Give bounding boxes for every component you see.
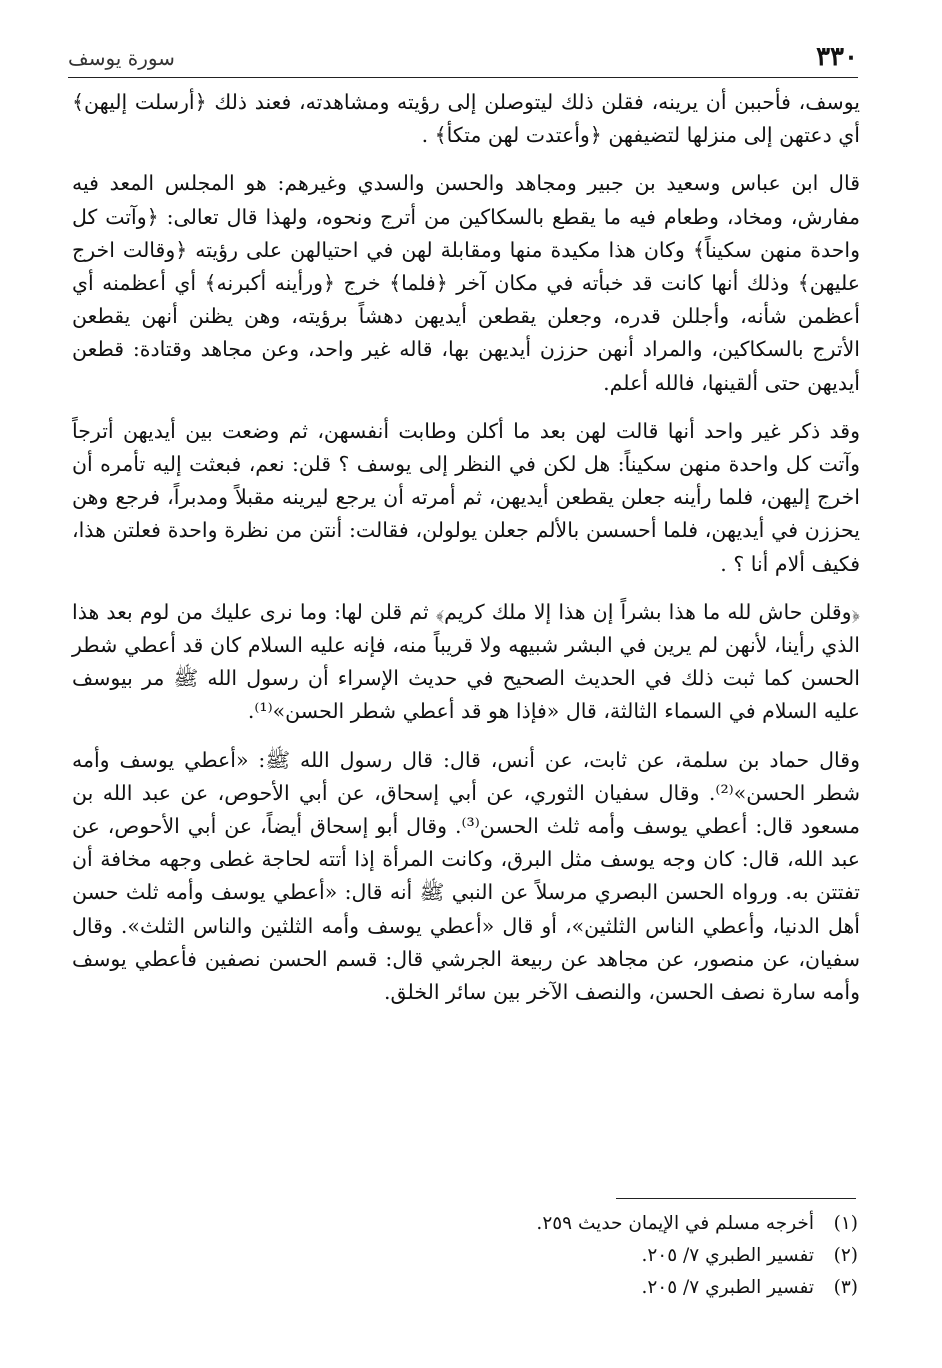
footnote-item [300,1240,858,1272]
paragraph: ﴿وقلن حاش لله ما هذا بشراً إن هذا إلا ملك كريم﴾ ثم قلن لها: وما نرى عليك من لوم بعد هذا الذي رأينا، لأنهن لم يرين في البشر شبيهه ولا قريباً منه، فإنه عليه السلام كان قد أعطي شطر الحسن كما ثبت ذلك في الحديث الصحيح في حديث الإسراء أن رسول الله ﷺ مر بيوسف عليه السلام في السماء الثالثة، قال «فإذا هو قد أعطي شطر الحسن»⁽¹⁾. [72,599,860,724]
footnote-number: (٣) [833,1277,858,1298]
page-number: ٣٣٠ [816,42,858,72]
footnote-item [300,1272,858,1304]
header-divider [68,77,858,78]
footnote-number: (١) [833,1213,858,1234]
footnote-divider [616,1198,856,1199]
paragraph: قال ابن عباس وسعيد بن جبير ومجاهد والحسن والسدي وغيرهم: هو المجلس المعد فيه مفارش، ومخاد، وطعام فيه ما يقطع بالسكاكين من أترج ونحوه، ولهذا قال تعالى: ﴿وآتت كل واحدة منهن سكيناً﴾ وكان هذا مكيدة منها ومقابلة لهن في احتيالهن على رؤيته ﴿وقالت اخرج عليهن﴾ وذلك أنها كانت قد خبأته في مكان آخر ﴿فلما﴾ خرج ﴿ورأينه أكبرنه﴾ أي أعظمنه أي أعظمن شأنه، وأجللن قدره، وجعلن يقطعن أيديهن دهشاً برؤيته، وهن يظنن أنهن يقطعن الأترج بالسكاكين، والمراد أنهن حززن أيديهن بها، قاله غير واحد، وعن مجاهد وقتادة: قطعن أيديهن حتى ألقينها، فالله أعلم. [72,171,860,395]
footnote-item [300,1208,858,1240]
footnote-text: أخرجه مسلم في الإيمان حديث ٢٥٩. [536,1213,814,1234]
running-title: سورة يوسف [68,46,175,70]
footnote-text: تفسير الطبري ٧/ ٢٠٥. [641,1277,814,1298]
footnote-number: (٢) [833,1245,858,1266]
paragraph: وقد ذكر غير واحد أنها قالت لهن بعد ما أكلن وطابت أنفسهن، ثم وضعت بين أيديهن أترجاً وآتت كل واحدة منهن سكيناً: هل لكن في النظر إلى يوسف ؟ قلن: نعم، فبعثت إليه تأمره أن اخرج إليهن، فلما رأينه جعلن يقطعن أيديهن، ثم أمرته أن يرجع ليرينه مقبلاً ومدبراً، فرجع وهن يحززن في أيديهن، فلما أحسسن بالألم جعلن يولولن، فقالت: أنتن من نظرة واحدة فعلتن هذا، فكيف ألام أنا ؟ . [72,418,860,576]
paragraph: وقال حماد بن سلمة، عن ثابت، عن أنس، قال: قال رسول الله ﷺ: «أعطي يوسف وأمه شطر الحسن»⁽²⁾. وقال سفيان الثوري، عن أبي إسحاق، عن أبي الأحوص، عن عبد الله بن مسعود قال: أعطي يوسف وأمه ثلث الحسن⁽³⁾. وقال أبو إسحاق أيضاً، عن أبي الأحوص، عن عبد الله، قال: كان وجه يوسف مثل البرق، وكانت المرأة إذا أتته لحاجة غطى وجهه مخافة أن تفتتن به. ورواه الحسن البصري مرسلاً عن النبي ﷺ أنه قال: «أعطي يوسف وأمه ثلث حسن أهل الدنيا، وأعطي الناس الثلثين»، أو قال «أعطي يوسف وأمه الثلثين والناس الثلث». وقال سفيان، عن منصور، عن مجاهد عن ربيعة الجرشي قال: قسم الحسن نصفين فأعطي يوسف وأمه سارة نصف الحسن، والنصف الآخر بين سائر الخلق. [72,747,860,1005]
footnote-text: تفسير الطبري ٧/ ٢٠٥. [641,1245,814,1266]
footnotes [300,1208,858,1304]
page-header [68,42,858,76]
main-text [72,86,860,1024]
paragraph: يوسف، فأحببن أن يرينه، فقلن ذلك ليتوصلن إلى رؤيته ومشاهدته، فعند ذلك ﴿أرسلت إليهن﴾ أي دعتهن إلى منزلها لتضيفهن ﴿وأعتدت لهن متكأ﴾ . [72,90,860,148]
